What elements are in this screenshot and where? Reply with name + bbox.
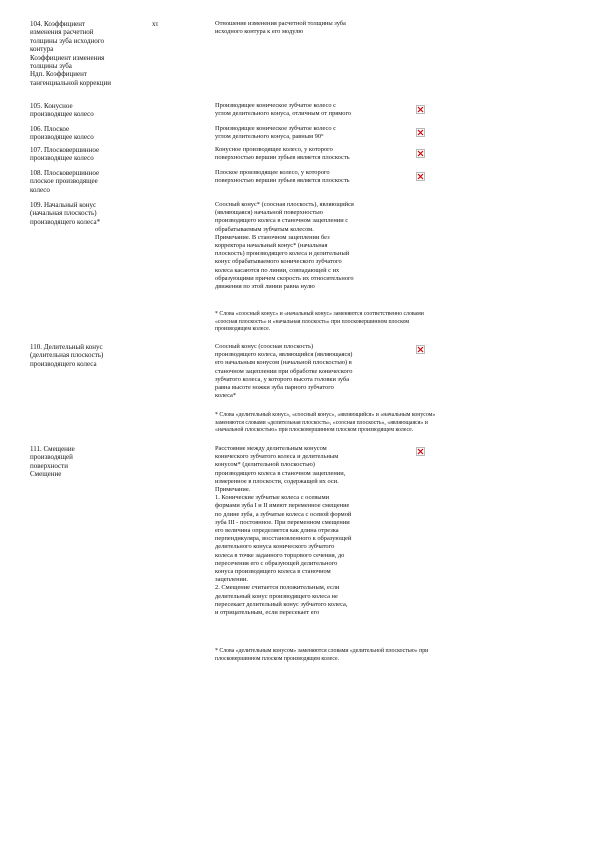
term-name: 104. Коэффициент изменения расчетной толщины зуба исходного контура Коэффициент изменения толщины зуба Ндп. Коэффициент тангенциальной коррекции (30, 20, 112, 87)
figure-placeholder (416, 447, 425, 456)
term-name: 109. Начальный конус (начальная плоскость) производящего колеса* (30, 201, 101, 226)
broken-image-icon (417, 106, 424, 113)
broken-image-icon (417, 448, 424, 455)
figure-placeholder (416, 128, 425, 137)
term-name: 110. Делительный конус (делительная плоскость) производящего колеса (30, 343, 104, 368)
term-definition: Производящее коническое зубчатое колесо с углом делительного конуса, отличным от прямого (215, 102, 352, 118)
term-definition: Конусное производящее колесо, у которого поверхностью вершин зубьев является плоскость (215, 146, 350, 162)
term-definition: Соосный конус* (соосная плоскость), являющийся (являющаяся) начальной поверхностью производящего колеса в станочном зацеплении с обрабатываемым зубчатым колесом. Примечание. В станочном зацеплении без корректора начальный конус* (начальная плоскость) производящего колеса и делительный конус обрабатываемого конического зубчатого колеса касаются по линии, совпадающей с их образующими причем скорость их относительного движения по этой линии равна нулю (215, 201, 354, 291)
term-footnote: * Слова «соосный конус» и «начальный конус» заменяются соответственно словами «соосная плоскость» и «начальная плоскость» при плосковершинном плоском производящем колесе. (215, 311, 424, 333)
term-definition: Отношение изменения расчетной толщины зуба исходного контура к его модулю (215, 20, 346, 36)
term-definition: Соосный конус (соосная плоскость) производящего колеса, являющийся (являющаяся) его начальным конусом (начальной плоскостью) в станочном зацеплении при обработке конического зубчатого колеса, у которого высота головки зуба равна высоте ножки зуба парного зубчатого колеса* (215, 343, 353, 400)
figure-placeholder (416, 345, 425, 354)
figure-placeholder (416, 105, 425, 114)
term-footnote: * Слова «делительным конусом» заменяются словами «делительной плоскостью» при плосковершинном плоском производящем колесе. (215, 648, 429, 662)
term-name: 106. Плоское производящее колесо (30, 125, 94, 142)
term-symbol: xτ (152, 20, 159, 28)
term-definition: Производящее коническое зубчатое колесо с углом делительного конуса, равным 90° (215, 125, 337, 141)
term-definition: Плоское производящее колесо, у которого поверхностью вершин зубьев является плоскость (215, 169, 350, 185)
broken-image-icon (417, 173, 424, 180)
term-name: 111. Смещение производящей поверхности Смещение (30, 445, 75, 479)
term-footnote: * Слова «делительный конус», «соосный конус», «являющийся» и «начальным конусом» заменяются словами «делительная плоскость», «соосная плоскость», «являющаяся» и «начальной плоскостью» при плосковершинном плоском производящем колесе. (215, 412, 436, 434)
broken-image-icon (417, 129, 424, 136)
term-name: 107. Плосковершинное производящее колесо (30, 146, 100, 163)
figure-placeholder (416, 149, 425, 158)
term-name: 108. Плосковершинное плоское производящее колесо (30, 169, 100, 194)
figure-placeholder (416, 172, 425, 181)
term-name: 105. Конусное производящее колесо (30, 102, 94, 119)
broken-image-icon (417, 346, 424, 353)
broken-image-icon (417, 150, 424, 157)
term-definition: Расстояние между делительным конусом конического зубчатого колеса и делительным конусом* (делительной плоскостью) производящего колеса в станочном зацеплении, измеренное в плоскости, содержащей их оси. Примечание. 1. Конические зубчатые колеса с осевыми формами зуба I и II имеют переменное смещение по длине зуба, а зубчатые колеса с осевой формой зуба III - постоянное. При переменном смещении его величина определяется как длина отрезка перпендикуляра, восстановленного к образующей делительного конуса конического зубчатого колеса в точке заданного торцового сечения, до пересечения его с образующей делительного конуса производящего колеса в станочном зацеплении. 2. Смещение считается положительным, если делительный конус производящего колеса не пересекает делительный конус зубчатого колеса, и отрицательным, если пересекает его (215, 445, 352, 617)
